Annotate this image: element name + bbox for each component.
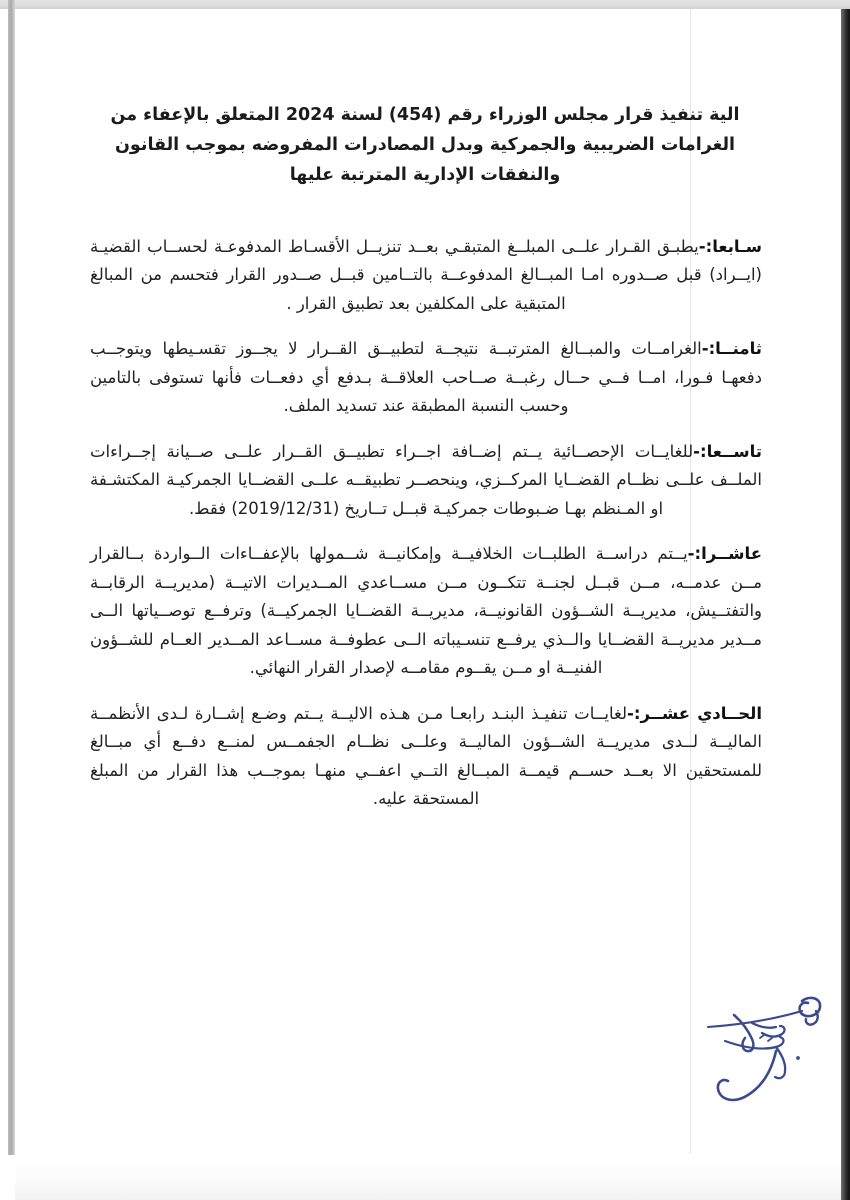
clause-ten-text: يــتم دراســة الطلبــات الخلافيــة وإمكانيــة شــمولها بالإعفــاءات الــواردة بــالقرار مــن عدمــه، مــن قبــل لجنــة تتكــون مــن مســاعدي المــديرات الاتيــة (مديريــة الرقابــة والتفتــيش، مديريــة الشــؤون القانونيــة، مديريــة القضــايا الجمركيــة) وترفــع توصــياتها الــى مــدير مديريــة القضــايا والــذي يرفــع تنسـيباته الــى عطوفــة مســاعد المــدير العــام للشــؤون الفنيــة او مــن يقــوم مقامــه لإصدار القرار النهائي. [90, 544, 762, 677]
clause-seven [90, 233, 762, 319]
signature-area [0, 985, 850, 1125]
clause-nine-label: تاســعا:- [693, 441, 762, 461]
clause-ten-label: عاشــرا:- [687, 544, 762, 563]
clause-seven-text: يطبـق القـرار علــى المبلــغ المتبقـي بعــد تنزيــل الأقسـاط المدفوعـة لحســاب القضيـة (ايــراد) قبل صــدوره امـا المبــالغ المدفوعــة بالتــامين قبــل صــدور القرار فتحسم من المبالغ المتبقية على المكلفين بعد تطبيق القرار . [90, 236, 762, 313]
clause-eight-label: ثامنــا:- [701, 339, 762, 358]
clause-nine-text: للغايــات الإحصــائية يــتم إضــافة اجــراء تطبيــق القــرار علــى صــيانة إجــراءات الملــف علــى نظــام القضــايا المركــزي، وينحصــر تطبيقــه علــى القضــايا الجمركيـة المكتشـفة او المـنظم بهـا ضـبوطات جمركيـة قبــل تــاريخ (2019/12/31) فقط. [90, 441, 762, 518]
clause-ten [90, 540, 762, 683]
clause-eleven-label: الحــادي عشــر:- [627, 703, 762, 723]
clause-seven-label: سـابعا:- [698, 236, 762, 256]
clause-eleven-text: لغايــات تنفيـذ البنـد رابعـا مـن هـذه الاليــة يــتم وضـع إشــارة لـدى الأنظمــة الماليــة لــدى مديريــة الشــؤون الماليــة وعلــى نظــام الجفمــس لمنــع دفــع أي مبــالغ للمستحقين الا بعــد حســم قيمــة المبــالغ التــي اعفــي منهـا بموجــب هذا القرار من المبلغ المستحقة عليه. [90, 703, 762, 808]
clause-list [90, 216, 762, 814]
clause-eight-text: الغرامــات والمبــالغ المترتبــة نتيجــة لتطبيــق القــرار لا يجــوز تقسـيطها ويتوجــب دفعهـا فـورا، امــا فــي حــال رغبــة صــاحب العلاقــة بـدفع أي دفعــات فأنها تستوفى بالتامين وحسب النسبة المطبقة عند تسديد الملف. [90, 339, 762, 415]
handwritten-signature-icon [690, 985, 840, 1125]
clause-eleven [90, 700, 762, 814]
document-title: الية تنفيذ قرار مجلس الوزراء رقم (454) لسنة 2024 المتعلق بالإعفاء من الغرامات الضريبية والجمركية وبدل المصادرات المفروضه بموجب القانون والنفقات الإدارية المترتبة عليها [110, 105, 740, 185]
clause-nine [90, 438, 762, 524]
clause-eight [90, 335, 762, 421]
